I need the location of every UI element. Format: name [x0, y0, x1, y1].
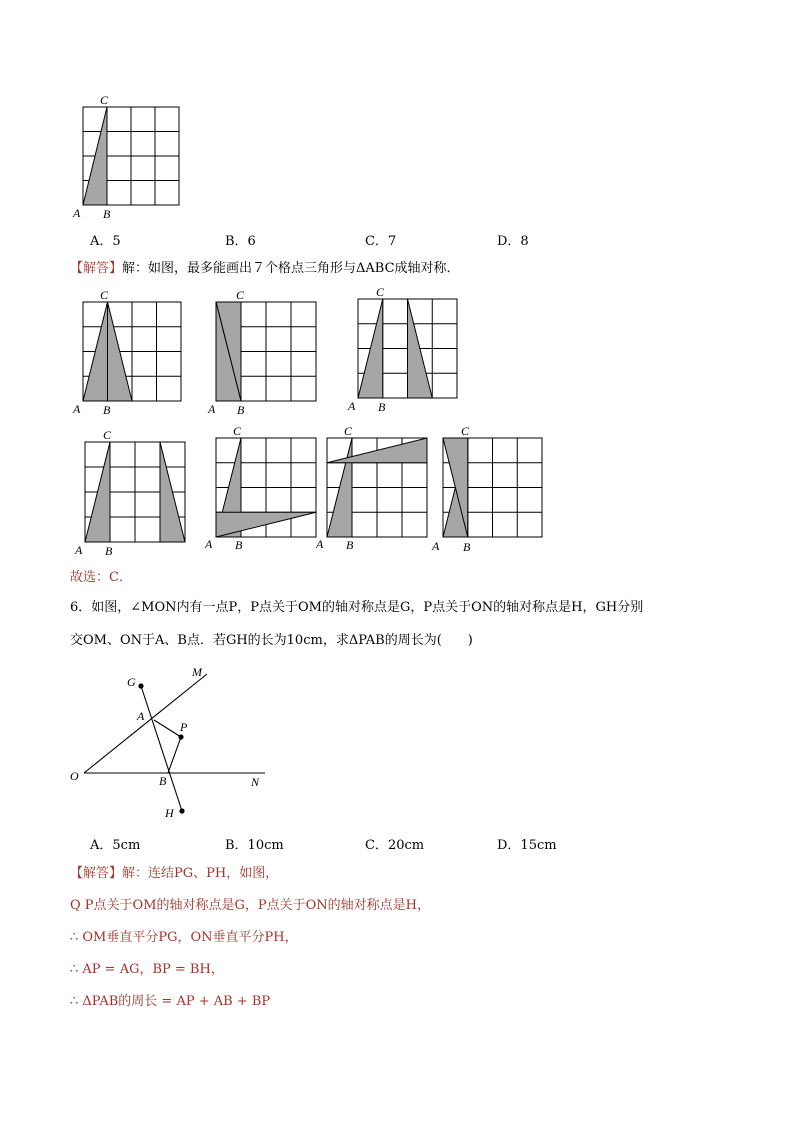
label-h: H: [165, 806, 174, 820]
q6-stem-line-2: 交OM、ON于A、B点．若GH的长为10cm，求ΔPAB的周长为( ): [70, 633, 473, 648]
g4-label-a: A: [75, 543, 83, 557]
g4-label-c: C: [103, 428, 112, 442]
label-b: B: [103, 207, 111, 220]
g1-label-a: A: [73, 402, 81, 416]
q6-stem-line-1: 6．如图，∠MON内有一点P，P点关于OM的轴对称点是G，P点关于ON的轴对称点是H，GH分别: [70, 600, 644, 615]
label-b: B: [159, 774, 167, 788]
g7-label-c: C: [461, 424, 470, 438]
label-c: C: [100, 93, 109, 107]
g2-label-c: C: [236, 288, 245, 302]
g1-label-c: C: [100, 288, 109, 302]
label-a: A: [137, 709, 145, 723]
g6-label-c: C: [344, 424, 353, 438]
q5-conclusion: 故选：C．: [70, 570, 132, 585]
g5-label-a: A: [205, 537, 213, 551]
solution-grid-5: [205, 424, 325, 554]
g7-label-a: A: [432, 539, 440, 553]
answer-tag: 【解答】: [70, 261, 123, 276]
solution-grid-4: [73, 428, 193, 558]
q6-answer-line-1: [70, 865, 278, 883]
solution-grid-6: [316, 424, 436, 554]
q5-option-a: A．5: [90, 234, 121, 249]
q6-angle-figure: [65, 660, 285, 825]
g3-label-a: A: [348, 399, 356, 413]
q6-answer-line-5: ∴ ΔPAB的周长 = AP + AB + BP: [70, 994, 271, 1009]
q5-option-b: B．6: [225, 234, 256, 249]
solution-grid-1: [70, 288, 190, 418]
q6-option-d: D．15cm: [497, 838, 557, 853]
label-g: G: [127, 675, 136, 689]
label-o: O: [70, 769, 79, 783]
q5-answer: [70, 260, 460, 278]
g2-label-b: B: [237, 403, 245, 417]
answer-text: 解：如图，最多能画出７个格点三角形与ΔABC成轴对称．: [122, 261, 460, 276]
q6-answer-line-2: Q P点关于OM的轴对称点是G，P点关于ON的轴对称点是H，: [70, 898, 431, 913]
q6-option-b: B．10cm: [225, 838, 284, 853]
q6-option-c: C．20cm: [365, 838, 425, 853]
q6-answer-tag: 【解答】: [70, 866, 123, 881]
g1-label-b: B: [103, 403, 111, 417]
g3-label-b: B: [378, 400, 386, 414]
solution-grid-7: [430, 424, 550, 554]
g2-label-a: A: [208, 402, 216, 416]
q6-answer-line-4: ∴ AP = AG，BP = BH，: [70, 962, 224, 977]
g7-label-b: B: [463, 540, 471, 554]
solution-grid-3: [345, 285, 465, 415]
q5-option-c: C．7: [365, 234, 397, 249]
g5-label-b: B: [235, 538, 243, 552]
q6-option-a: A．5cm: [90, 838, 141, 853]
label-p: P: [180, 720, 188, 734]
q5-option-d: D．8: [497, 234, 529, 249]
g3-label-c: C: [376, 285, 385, 299]
q5-grid-figure: [70, 90, 190, 220]
label-m: M: [192, 665, 202, 679]
solution-grid-2: [205, 288, 325, 418]
g6-label-b: B: [346, 538, 354, 552]
g6-label-a: A: [316, 537, 324, 551]
label-a: A: [73, 206, 81, 220]
label-n: N: [251, 775, 260, 789]
q6-answer-text: 解：连结PG、PH，如图，: [122, 866, 279, 881]
g5-label-c: C: [233, 424, 242, 438]
g4-label-b: B: [105, 544, 113, 558]
q6-answer-line-3: ∴ OM垂直平分PG，ON垂直平分PH，: [70, 930, 298, 945]
